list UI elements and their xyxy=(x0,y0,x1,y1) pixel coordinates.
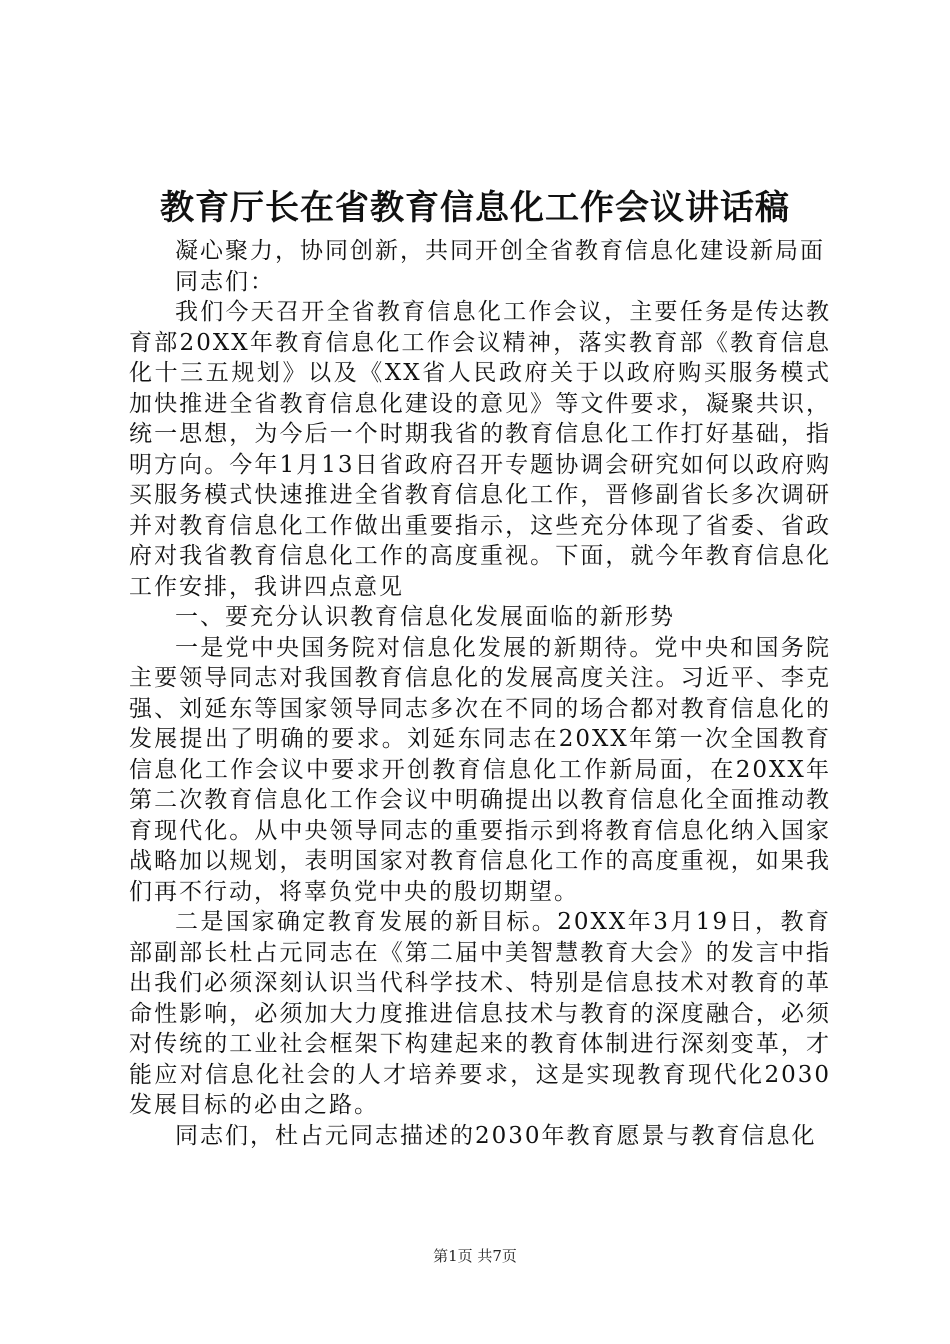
subtitle-paragraph: 凝心聚力，协同创新，共同开创全省教育信息化建设新局面 xyxy=(175,238,825,264)
document-title: 教育厅长在省教育信息化工作会议讲话稿 xyxy=(160,188,790,228)
body-paragraph: 二是国家确定教育发展的新目标。20XX年3月19日，教育部副部长杜占元同志在《第二届中美智慧教育大会》的发言中指出我们必须深刻认识当代科学技术、特别是信息技术对教育的革命性影响，必须加大力度推进信息技术与教育的深度融合，必须对传统的工业社会框架下构建起来的教育体制进行深刻变革，才能应对信息化社会的人才培养要求，这是实现教育现代化2030发展目标的必由之路。 xyxy=(129,909,831,1118)
salutation-paragraph: 同志们： xyxy=(175,268,275,295)
body-paragraph: 同志们，杜占元同志描述的2030年教育愿景与教育信息化 xyxy=(175,1122,817,1149)
document-body xyxy=(129,236,831,1151)
page-number-footer: 第1页 共7页 xyxy=(433,1247,517,1265)
body-paragraph: 一是党中央国务院对信息化发展的新期待。党中央和国务院主要领导同志对我国教育信息化的发展高度关注。习近平、李克强、刘延东等国家领导同志多次在不同的场合都对教育信息化的发展提出了明确的要求。刘延东同志在20XX年第一次全国教育信息化工作会议中要求开创教育信息化工作新局面，在20XX年第二次教育信息化工作会议中明确提出以教育信息化全面推动教育现代化。从中央领导同志的重要指示到将教育信息化纳入国家战略加以规划，表明国家对教育信息化工作的高度重视，如果我们再不行动，将辜负党中央的殷切期望。 xyxy=(129,634,831,905)
section-heading: 一、要充分认识教育信息化发展面临的新形势 xyxy=(175,604,675,630)
body-paragraph: 我们今天召开全省教育信息化工作会议，主要任务是传达教育部20XX年教育信息化工作会议精神，落实教育部《教育信息化十三五规划》以及《XX省人民政府关于以政府购买服务模式加快推进全省教育信息化建设的意见》等文件要求，凝聚共识，统一思想，为今后一个时期我省的教育信息化工作打好基础，指明方向。今年1月13日省政府召开专题协调会研究如何以政府购买服务模式快速推进全省教育信息化工作，晋修副省长多次调研并对教育信息化工作做出重要指示，这些充分体现了省委、省政府对我省教育信息化工作的高度重视。下面，就今年教育信息化工作安排，我讲四点意见 xyxy=(129,299,831,600)
